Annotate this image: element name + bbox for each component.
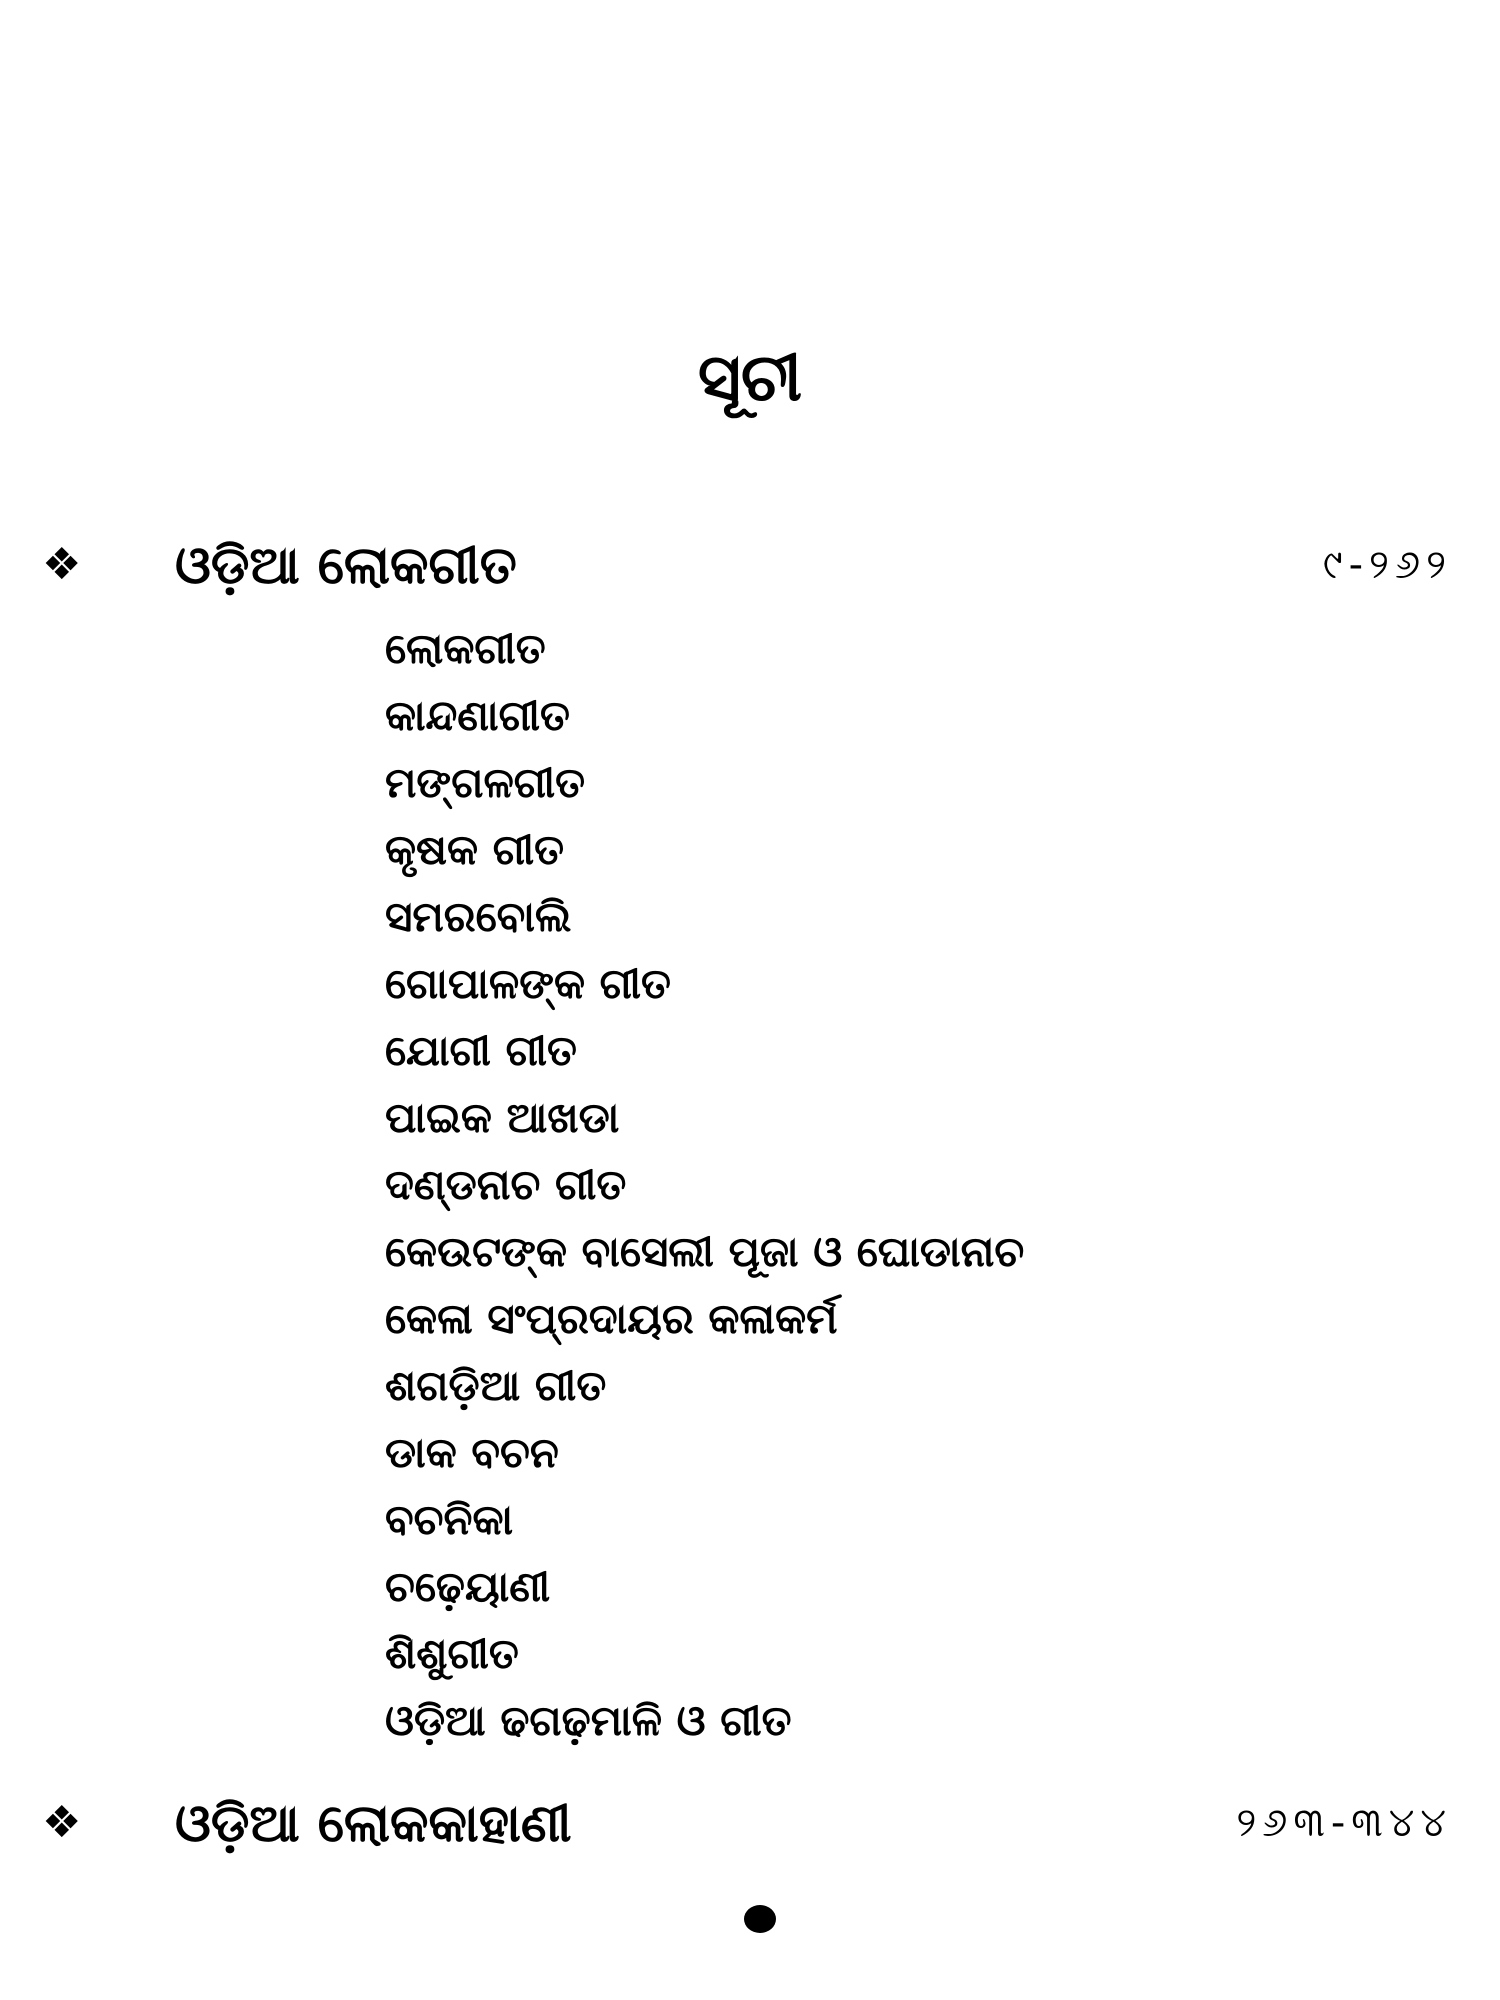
page-title: ସୂଚୀ <box>697 339 803 416</box>
toc-section-folk-tales <box>0 1793 1500 1863</box>
toc-subsection-item: ଶଗଡ଼ିଆ ଗୀତ <box>385 1361 607 1410</box>
end-dot-icon <box>744 1905 776 1933</box>
toc-subsection-item: ପାଇକ ଆଖଡା <box>385 1093 620 1142</box>
toc-subsection-item: ମଙ୍ଗଳଗୀତ <box>385 758 586 807</box>
toc-subsection-item: ସମରବୋଲି <box>385 892 572 941</box>
toc-subsection-item: କାନ୍ଦଣାଗୀତ <box>385 691 570 740</box>
diamond-bullet-icon: ❖ <box>42 1797 82 1848</box>
toc-subsection-item: ଗୋପାଳଙ୍କ ଗୀତ <box>385 959 671 1008</box>
toc-subsection-item: ବଚନିକା <box>385 1495 514 1544</box>
toc-subsection-item: ଡାକ ବଚନ <box>385 1428 559 1477</box>
toc-subsection-item: ଯୋଗୀ ଗୀତ <box>385 1026 577 1075</box>
toc-subsection-item: ଦଣ୍ଡନାଚ ଗୀତ <box>385 1160 627 1209</box>
toc-subsection-item: ଶିଶୁଗୀତ <box>385 1629 519 1678</box>
diamond-bullet-icon: ❖ <box>42 539 82 590</box>
toc-subsection-item: ଲୋକଗୀତ <box>385 624 546 673</box>
toc-subsection-list <box>385 615 1024 1754</box>
section-heading: ଓଡ଼ିଆ ଲୋକକାହାଣୀ <box>175 1794 572 1854</box>
page-range: ୨୬୩-୩୪୪ <box>1236 1800 1452 1846</box>
toc-subsection-item: କେଳା ସଂପ୍ରଦାୟର କଳାକର୍ମ <box>385 1294 838 1343</box>
toc-subsection-item: ଚଢ଼େୟାଣୀ <box>385 1562 551 1611</box>
toc-subsection-item: କେଉଟଙ୍କ ବାସେଲୀ ପୂଜା ଓ ଘୋଡାନାଚ <box>385 1227 1025 1276</box>
toc-subsection-item: କୃଷକ ଗୀତ <box>385 825 565 874</box>
toc-section-folk-songs <box>0 535 1500 605</box>
section-heading: ଓଡ଼ିଆ ଲୋକଗୀତ <box>175 536 517 596</box>
page-range: ୯-୨୬୨ <box>1322 542 1452 588</box>
toc-subsection-item: ଓଡ଼ିଆ ଢଗଢ଼ମାଳି ଓ ଗୀତ <box>385 1696 792 1745</box>
